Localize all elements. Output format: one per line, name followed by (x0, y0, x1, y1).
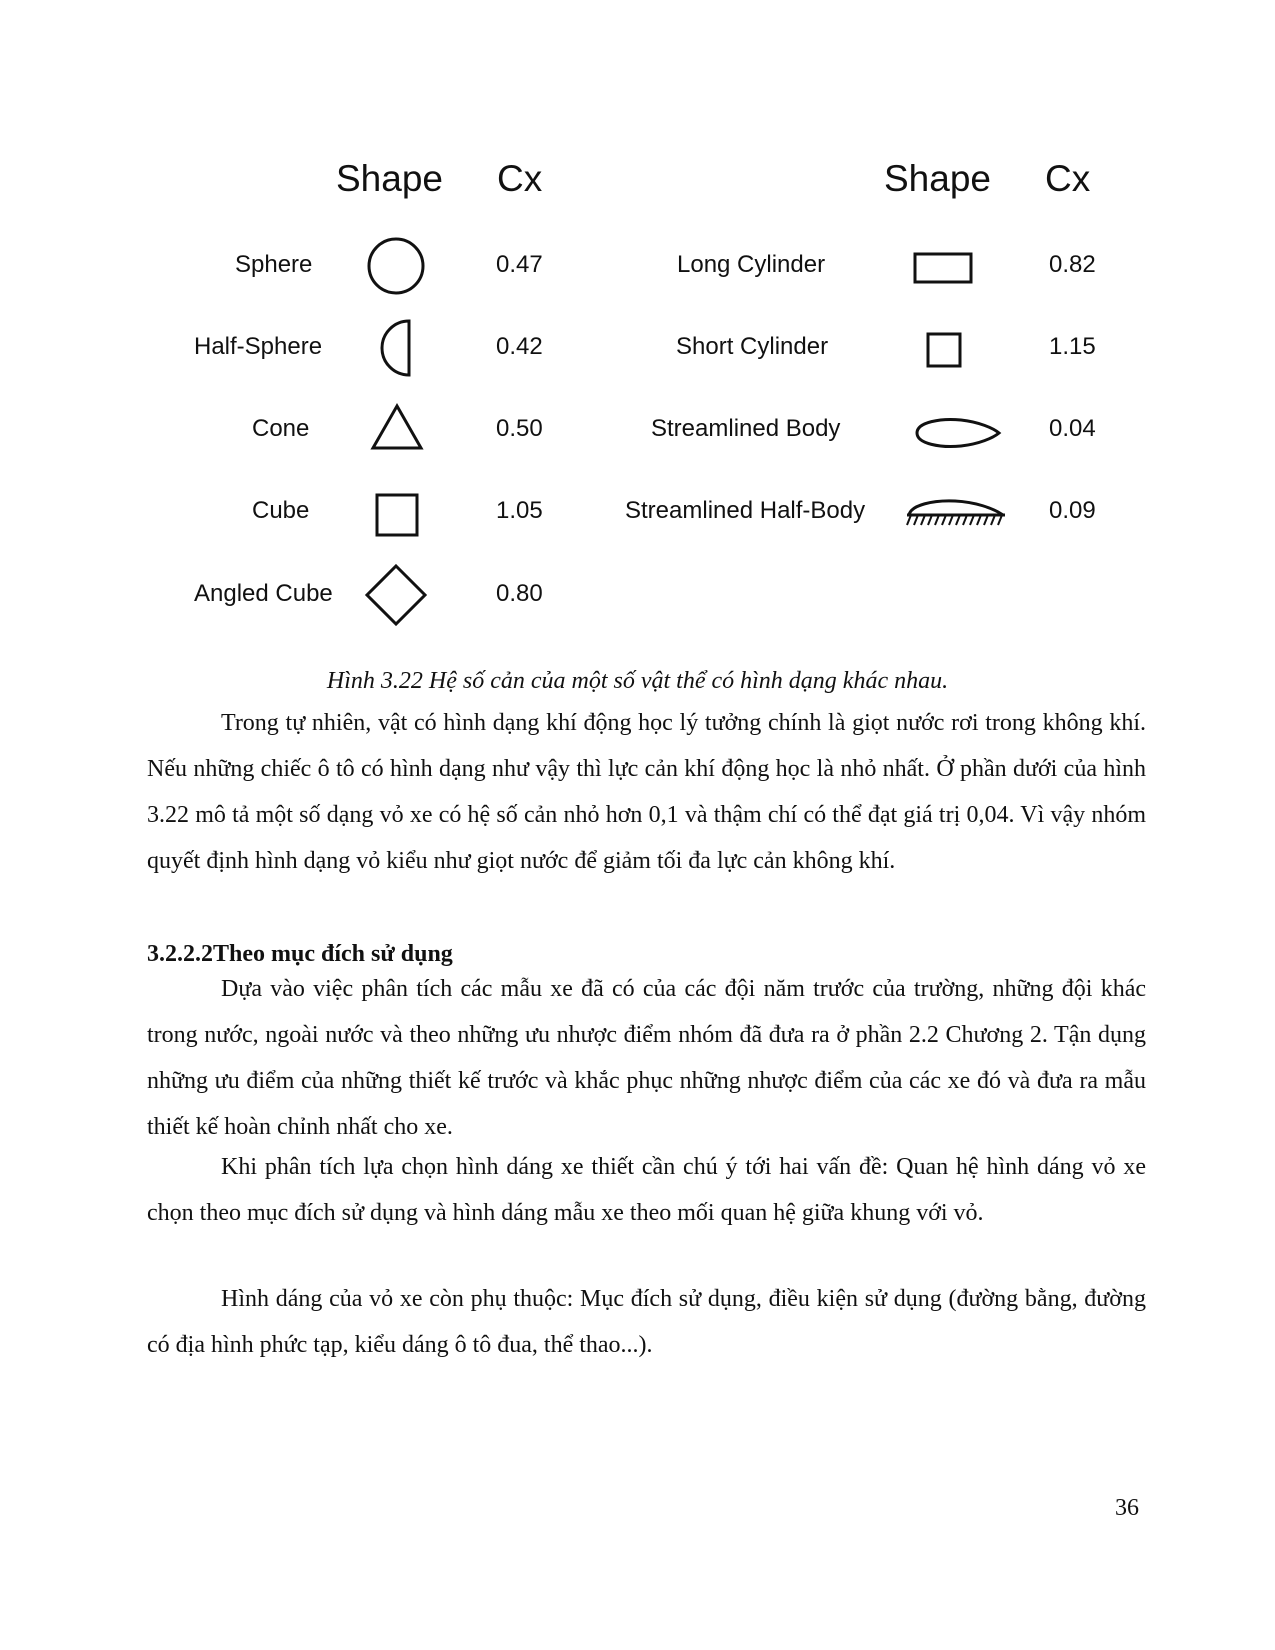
streamlined-body-cx-value: 0.04 (1049, 415, 1096, 442)
long-cylinder-cx-value: 0.82 (1049, 251, 1096, 278)
left-cx-header: Cx (497, 158, 543, 199)
cube-label: Cube (252, 497, 310, 524)
triangle-icon (370, 403, 424, 451)
wide-rectangle-icon (913, 252, 973, 284)
paragraph-shape-dependence: Hình dáng của vỏ xe còn phụ thuộc: Mục đích sử dụng, điều kiện sử dụng (đường bằng, đường có địa hình phức tạp, kiểu dáng ô tô đua, thể thao...). (147, 1286, 1146, 1358)
diamond-icon (365, 564, 427, 626)
short-cylinder-cx-value: 1.15 (1049, 333, 1096, 360)
left-shape-header: Shape (336, 158, 443, 199)
short-cylinder-label: Short Cylinder (676, 333, 829, 360)
streamlined-half-body-label: Streamlined Half-Body (625, 497, 866, 524)
section-heading: 3.2.2.2Theo mục đích sử dụng (147, 941, 453, 967)
sphere-label: Sphere (235, 251, 313, 278)
paragraph-aerodynamics: Trong tự nhiên, vật có hình dạng khí động học lý tưởng chính là giọt nước rơi trong không khí. Nếu những chiếc ô tô có hình dạng như vậy thì lực cản khí động học là nhỏ nhất. Ở phần dưới của hình 3.22 mô tả một số dạng vỏ xe có hệ số cản nhỏ hơn 0,1 và thậm chí có thể đạt giá trị 0,04. Vì vậy nhóm quyết định hình dạng vỏ kiểu như giọt nước để giảm tối đa lực cản không khí. (147, 710, 1146, 874)
half-sphere-cx-value: 0.42 (496, 333, 543, 360)
small-square-icon (926, 332, 962, 368)
square-icon (375, 493, 419, 537)
angled-cube-cx-value: 0.80 (496, 580, 543, 607)
right-cx-header: Cx (1045, 158, 1091, 199)
paragraph-analysis: Dựa vào việc phân tích các mẫu xe đã có của các đội năm trước của trường, những đội khác trong nước, ngoài nước và theo những ưu nhược điểm nhóm đã đưa ra ở phần 2.2 Chương 2. Tận dụng những ưu điểm của những thiết kế trước và khắc phục những nhược điểm của các xe đó và đưa ra mẫu thiết kế hoàn chỉnh nhất cho xe. (147, 976, 1146, 1140)
right-shape-header: Shape (884, 158, 991, 199)
paragraph-shape-selection: Khi phân tích lựa chọn hình dáng xe thiết cần chú ý tới hai vấn đề: Quan hệ hình dáng vỏ xe chọn theo mục đích sử dụng và hình dáng mẫu xe theo mối quan hệ giữa khung với vỏ. (147, 1154, 1146, 1226)
streamlined-half-body-cx-value: 0.09 (1049, 497, 1096, 524)
cube-cx-value: 1.05 (496, 497, 543, 524)
page-number: 36 (1115, 1495, 1139, 1521)
half-sphere-label: Half-Sphere (194, 333, 323, 360)
angled-cube-label: Angled Cube (194, 580, 333, 607)
streamlined-body-label: Streamlined Body (651, 415, 841, 442)
circle-icon (367, 237, 425, 295)
teardrop-icon (913, 416, 1003, 450)
half-circle-icon (380, 319, 412, 377)
cone-label: Cone (252, 415, 310, 442)
figure-caption: Hình 3.22 Hệ số cản của một số vật thể có hình dạng khác nhau. (326, 668, 949, 694)
sphere-cx-value: 0.47 (496, 251, 543, 278)
cone-cx-value: 0.50 (496, 415, 543, 442)
long-cylinder-label: Long Cylinder (677, 251, 826, 278)
hatched-half-teardrop-icon (903, 495, 1007, 527)
